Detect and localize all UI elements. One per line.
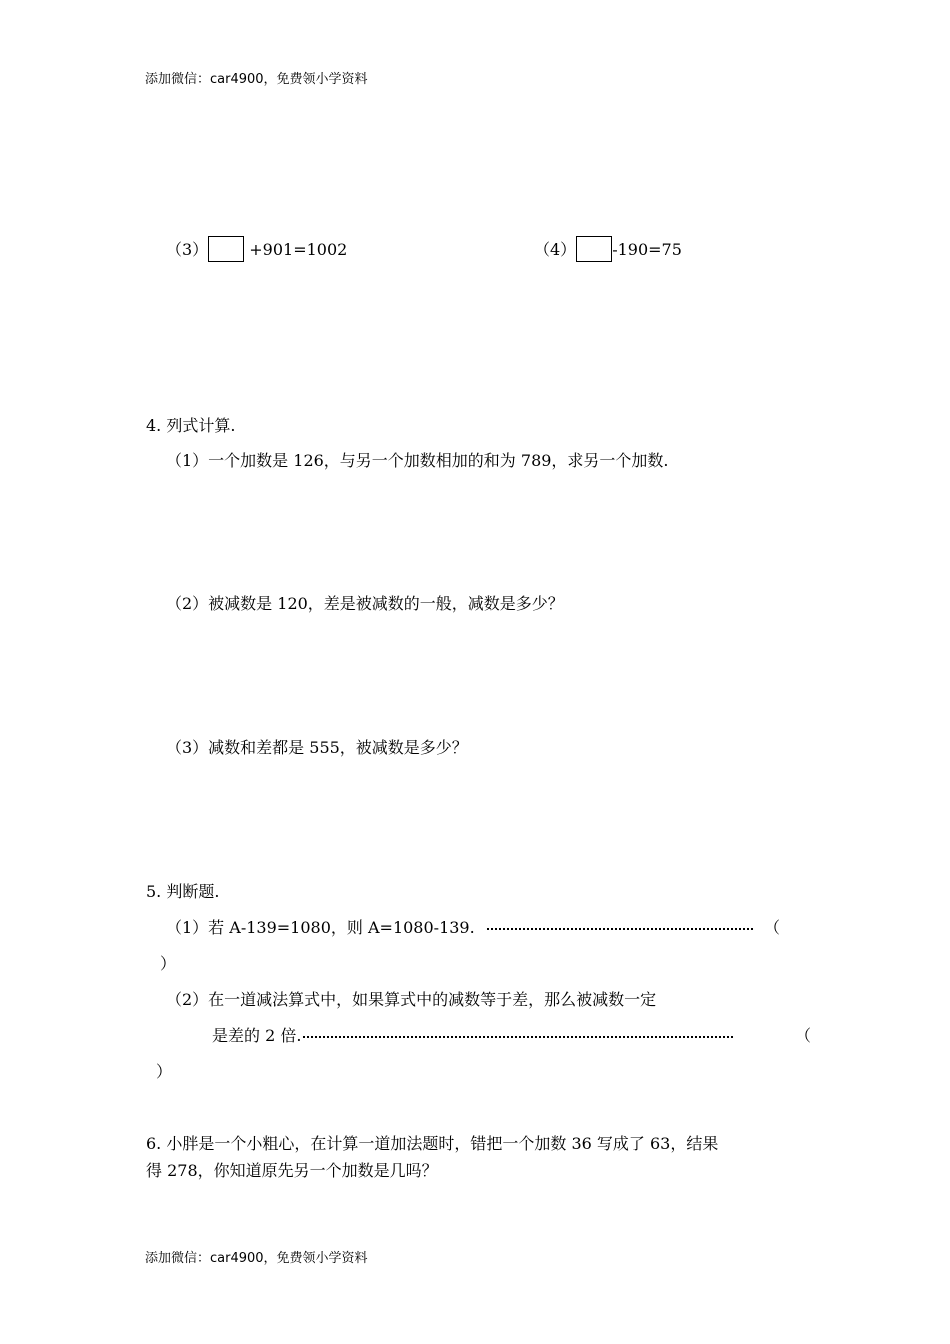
answer-box[interactable]	[576, 236, 612, 262]
dotted-leader	[487, 928, 753, 930]
equation: +901=1002	[244, 240, 348, 259]
q5-part-2-bracket-close: ）	[156, 1062, 173, 1081]
item-number: （3）	[166, 240, 209, 259]
q5-part-2-line-2	[212, 1026, 733, 1046]
q3-item-4	[534, 236, 682, 262]
item-number: （4）	[534, 240, 577, 259]
q6-line-1: 6. 小胖是一个小粗心，在计算一道加法题时，错把一个加数 36 写成了 63，结果	[146, 1134, 719, 1153]
q3-item-3	[166, 236, 347, 262]
dotted-leader	[303, 1036, 733, 1038]
q4-part-3: （3）减数和差都是 555，被减数是多少？	[166, 738, 468, 757]
equation: -190=75	[612, 240, 682, 259]
statement: 是差的 2 倍.	[212, 1026, 302, 1045]
answer-box[interactable]	[208, 236, 244, 262]
q6-line-2: 得 278，你知道原先另一个加数是几吗？	[146, 1161, 438, 1180]
q4-title: 4. 列式计算.	[146, 416, 236, 435]
q4-part-2: （2）被减数是 120，差是被减数的一般，减数是多少？	[166, 594, 564, 613]
q5-title: 5. 判断题.	[146, 882, 220, 901]
q4-part-1: （1）一个加数是 126，与另一个加数相加的和为 789，求另一个加数.	[166, 451, 669, 470]
q5-part-2-bracket-open[interactable]: （	[795, 1026, 812, 1045]
q5-part-1	[166, 918, 753, 938]
page-footer: 添加微信：car4900，免费领小学资料	[145, 1251, 368, 1266]
q5-part-1-bracket-close: ）	[160, 954, 177, 973]
statement: （1）若 A-139=1080，则 A=1080-139.	[166, 918, 475, 937]
q5-part-2-line-1: （2）在一道减法算式中，如果算式中的减数等于差，那么被减数一定	[166, 990, 657, 1009]
page-header: 添加微信：car4900，免费领小学资料	[145, 72, 368, 87]
q5-part-1-bracket-open[interactable]: （	[764, 918, 781, 937]
